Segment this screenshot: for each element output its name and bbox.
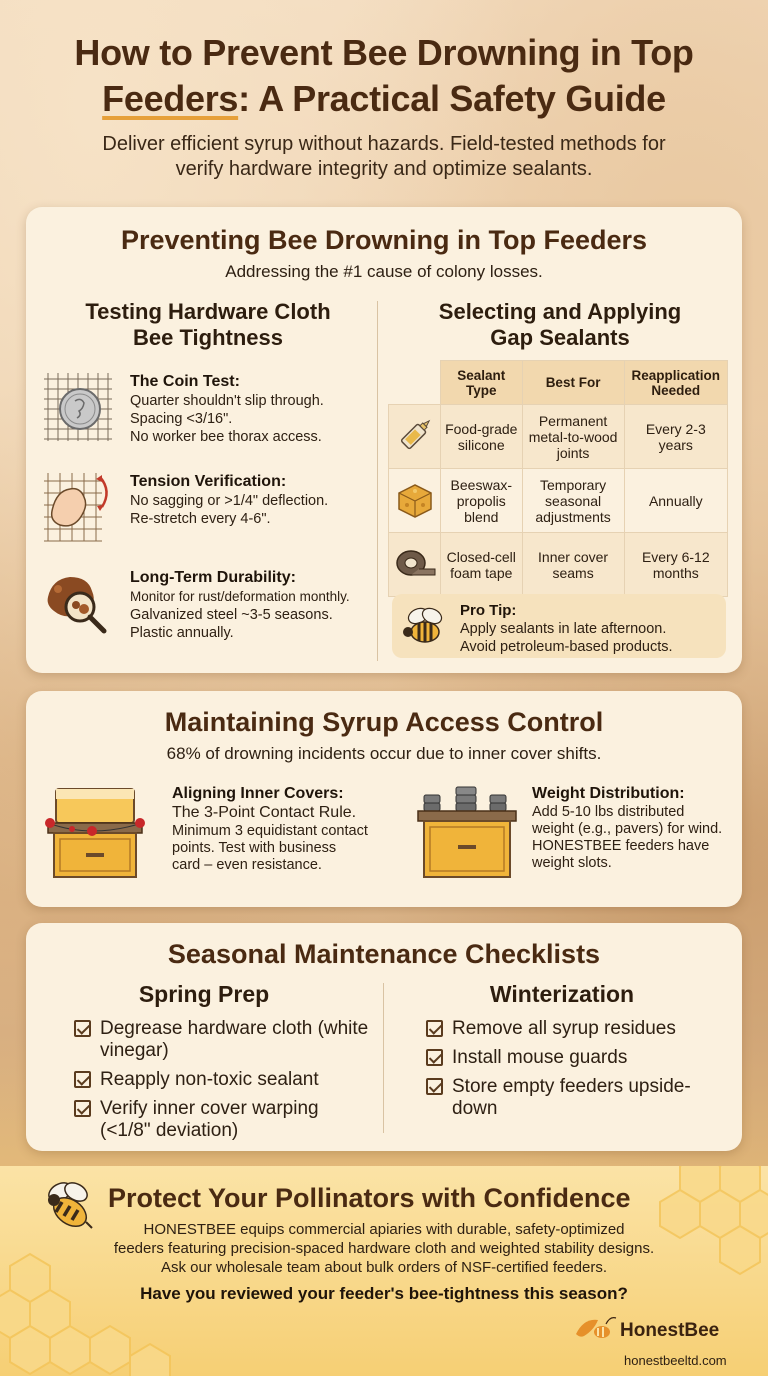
table-icon-cell bbox=[389, 469, 441, 533]
weight-line: weight (e.g., pavers) for wind. bbox=[532, 821, 723, 837]
spring-prep-column bbox=[34, 981, 374, 1149]
sealants-heading-line-2: Gap Sealants bbox=[490, 325, 630, 350]
hive-feeder-icon bbox=[42, 783, 152, 883]
durability-item bbox=[42, 567, 382, 657]
bee-icon bbox=[400, 604, 450, 648]
sealant-type-cell: Beeswax-propolis blend bbox=[441, 469, 523, 533]
silicone-tube-icon bbox=[393, 413, 437, 457]
coin-test-line: Quarter shouldn't slip through. bbox=[130, 393, 324, 409]
winterization-list bbox=[392, 1018, 732, 1120]
weight-text bbox=[532, 785, 762, 872]
table-header-row bbox=[389, 361, 728, 405]
coin-test-item bbox=[42, 371, 382, 461]
beeswax-block-icon bbox=[393, 477, 437, 521]
tension-line: No sagging or >1/4" deflection. bbox=[130, 493, 329, 509]
hardware-heading-line-2: Bee Tightness bbox=[133, 325, 283, 350]
sealant-reapply-cell: Every 6-12 months bbox=[624, 533, 727, 597]
sealant-best-for-cell: Temporary seasonal adjustments bbox=[522, 469, 624, 533]
pro-tip-text bbox=[460, 602, 673, 656]
sealant-table bbox=[388, 360, 728, 597]
checklist-item bbox=[74, 1069, 374, 1091]
checkbox-checked-icon bbox=[426, 1078, 443, 1095]
sealant-type-cell: Food-grade silicone bbox=[441, 405, 523, 469]
inner-cover-rule: The 3-Point Contact Rule. bbox=[172, 804, 357, 821]
weight-title: Weight Distribution: bbox=[532, 785, 685, 802]
sealant-reapply-cell: Every 2-3 years bbox=[624, 405, 727, 469]
table-header-reapply: Reapplication Needed bbox=[624, 361, 727, 405]
durability-line: Plastic annually. bbox=[130, 625, 234, 641]
sealant-reapply-cell: Annually bbox=[624, 469, 727, 533]
durability-title: Long-Term Durability: bbox=[130, 569, 296, 586]
checklist-item bbox=[426, 1018, 732, 1040]
coin-test-title: The Coin Test: bbox=[130, 373, 240, 390]
page-subtitle bbox=[0, 132, 768, 182]
subtitle-line-2: verify hardware integrity and optimize sealants. bbox=[175, 158, 593, 180]
cta-body-line: Ask our wholesale team about bulk orders of NSF-certified feeders. bbox=[160, 1259, 608, 1276]
title-underlined-word: Feeders bbox=[102, 78, 239, 119]
hand-tension-icon bbox=[42, 471, 114, 543]
title-line-1: How to Prevent Bee Drowning in Top bbox=[74, 32, 694, 73]
checklist-item-label: Reapply non-toxic sealant bbox=[100, 1069, 319, 1090]
sealant-best-for-cell: Permanent metal-to-wood joints bbox=[522, 405, 624, 469]
section2-subtitle: 68% of drowning incidents occur due to inner cover shifts. bbox=[166, 744, 602, 763]
website-link[interactable]: honestbeeltd.com bbox=[624, 1353, 727, 1368]
inner-cover-line: points. Test with business bbox=[172, 840, 337, 856]
inner-cover-line: card – even resistance. bbox=[172, 857, 322, 873]
inner-cover-title: Aligning Inner Covers: bbox=[172, 785, 344, 802]
checklist-item-label: Install mouse guards bbox=[452, 1047, 628, 1068]
pro-tip-title: Pro Tip: bbox=[460, 602, 517, 619]
checklist-item bbox=[426, 1076, 732, 1120]
seasonal-checklists-card bbox=[26, 923, 742, 1151]
sealant-type-cell: Closed-cell foam tape bbox=[441, 533, 523, 597]
syrup-access-card bbox=[26, 691, 742, 907]
page-title bbox=[0, 30, 768, 122]
checkbox-checked-icon bbox=[74, 1020, 91, 1037]
spring-prep-list bbox=[34, 1018, 374, 1142]
cta-question: Have you reviewed your feeder's bee-tightness this season? bbox=[140, 1284, 628, 1303]
section3-title: Seasonal Maintenance Checklists bbox=[167, 939, 601, 969]
coin-test-line: Spacing <3/16". bbox=[130, 411, 233, 427]
winterization-heading: Winterization bbox=[489, 981, 635, 1007]
sealants-heading bbox=[390, 299, 730, 351]
foam-tape-icon bbox=[393, 541, 437, 585]
tension-verification-item bbox=[42, 471, 382, 561]
table-header-icon-cell bbox=[389, 361, 441, 405]
table-row bbox=[389, 469, 728, 533]
table-icon-cell bbox=[389, 405, 441, 469]
title-line-2: : A Practical Safety Guide bbox=[238, 78, 666, 119]
honestbee-logo-icon bbox=[572, 1310, 618, 1350]
sealants-heading-line-1: Selecting and Applying bbox=[438, 299, 682, 324]
hero bbox=[0, 30, 768, 182]
coin-test-line: No worker bee thorax access. bbox=[130, 429, 322, 445]
weight-line: Add 5-10 lbs distributed bbox=[532, 804, 685, 820]
tension-title: Tension Verification: bbox=[130, 473, 287, 490]
checkbox-checked-icon bbox=[426, 1049, 443, 1066]
checklist-item bbox=[74, 1018, 374, 1062]
table-header-best-for: Best For bbox=[522, 361, 624, 405]
durability-line: Galvanized steel ~3-5 seasons. bbox=[130, 607, 333, 623]
checkbox-checked-icon bbox=[74, 1071, 91, 1088]
cta-body bbox=[30, 1220, 738, 1277]
section2-title: Maintaining Syrup Access Control bbox=[164, 707, 604, 737]
weighted-hive-icon bbox=[412, 783, 522, 883]
hardware-heading-line-1: Testing Hardware Cloth bbox=[85, 299, 331, 324]
cta-footer bbox=[0, 1166, 768, 1376]
coin-mesh-icon bbox=[42, 371, 114, 443]
weight-distribution-item bbox=[412, 783, 742, 893]
section1-title: Preventing Bee Drowning in Top Feeders bbox=[120, 225, 648, 255]
table-row bbox=[389, 405, 728, 469]
inner-cover-line: Minimum 3 equidistant contact bbox=[172, 823, 368, 839]
checklist-item-label: Store empty feeders upside-down bbox=[452, 1076, 691, 1119]
cta-body-line: HONESTBEE equips commercial apiaries with durable, safety-optimized bbox=[143, 1221, 625, 1238]
cta-title: Protect Your Pollinators with Confidence bbox=[108, 1183, 631, 1213]
brand-name: HonestBee bbox=[620, 1320, 720, 1341]
sealant-best-for-cell: Inner cover seams bbox=[522, 533, 624, 597]
column-divider bbox=[383, 983, 384, 1133]
coin-test-text bbox=[130, 373, 382, 446]
spring-prep-heading: Spring Prep bbox=[138, 981, 270, 1007]
checklist-item bbox=[426, 1047, 732, 1069]
weight-line: weight slots. bbox=[532, 855, 612, 871]
tension-text bbox=[130, 473, 382, 528]
winterization-column bbox=[392, 981, 732, 1127]
drowning-prevention-card bbox=[26, 207, 742, 673]
cta-body-line: feeders featuring precision-spaced hardware cloth and weighted stability designs. bbox=[113, 1240, 655, 1257]
table-icon-cell bbox=[389, 533, 441, 597]
pro-tip-box bbox=[392, 594, 726, 658]
subtitle-line-1: Deliver efficient syrup without hazards. Field-tested methods for bbox=[102, 133, 666, 155]
hardware-cloth-heading bbox=[38, 299, 378, 351]
table-header-type: Sealant Type bbox=[441, 361, 523, 405]
checkbox-checked-icon bbox=[74, 1100, 91, 1117]
checklist-item-label: Degrease hardware cloth (white vinegar) bbox=[100, 1018, 369, 1061]
checklist-item-label: Verify inner cover warping (<1/8" deviation) bbox=[100, 1098, 319, 1141]
pro-tip-line: Avoid petroleum-based products. bbox=[460, 639, 673, 655]
rust-magnifier-icon bbox=[42, 567, 114, 639]
section1-subtitle: Addressing the #1 cause of colony losses. bbox=[225, 262, 543, 281]
weight-line: HONESTBEE feeders have bbox=[532, 838, 710, 854]
tension-line: Re-stretch every 4-6". bbox=[130, 511, 271, 527]
durability-line: Monitor for rust/deformation monthly. bbox=[130, 589, 350, 604]
checklist-item-label: Remove all syrup residues bbox=[452, 1018, 676, 1039]
pro-tip-line: Apply sealants in late afternoon. bbox=[460, 621, 667, 637]
checklist-item bbox=[74, 1098, 374, 1142]
checkbox-checked-icon bbox=[426, 1020, 443, 1037]
table-row bbox=[389, 533, 728, 597]
inner-cover-item bbox=[42, 783, 402, 893]
durability-text bbox=[130, 569, 382, 642]
inner-cover-text bbox=[172, 785, 402, 874]
